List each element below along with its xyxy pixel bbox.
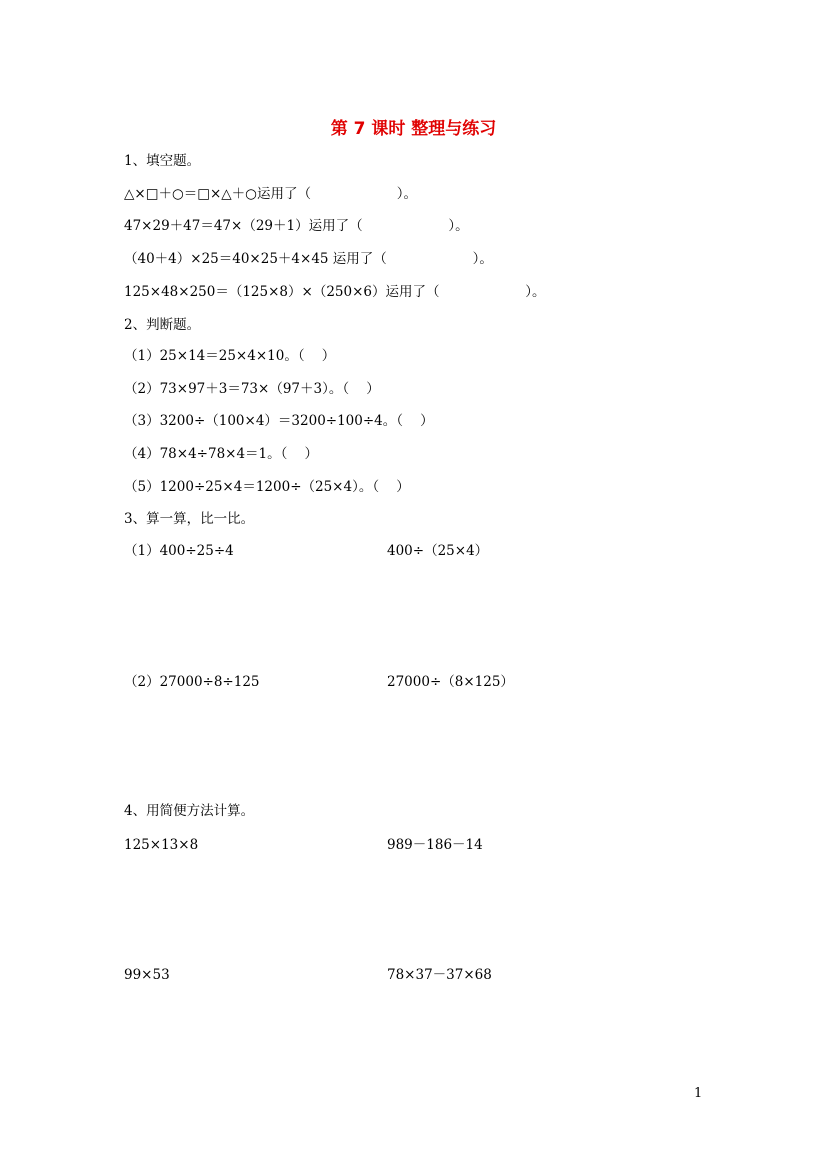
judge-item-5: （5）1200÷25×4＝1200÷（25×4）。（ ）	[124, 479, 410, 495]
section-2-heading: 2、判断题。	[124, 317, 201, 333]
judge-item-2: （2）73×97＋3＝73×（97＋3）。（ ）	[124, 381, 380, 397]
section-1-heading: 1、填空题。	[124, 153, 201, 169]
fill-blank-item-2: 47×29＋47＝47×（29＋1）运用了（ ）。	[124, 218, 469, 234]
page-number: 1	[694, 1086, 703, 1101]
calc-item-1: 125×13×8	[124, 837, 199, 853]
fill-blank-item-3: （40＋4）×25＝40×25＋4×45 运用了（ ）。	[124, 251, 493, 267]
section-4-heading: 4、用简便方法计算。	[124, 803, 255, 819]
compare-item-2-left: （2）27000÷8÷125	[124, 674, 260, 690]
fill-blank-item-1: △×□＋○＝□×△＋○运用了（ ）。	[124, 186, 418, 202]
compare-item-2-right: 27000÷（8×125）	[387, 674, 514, 690]
compare-item-1-left: （1）400÷25÷4	[124, 543, 234, 559]
section-3-heading: 3、算一算，比一比。	[124, 511, 255, 527]
calc-item-4: 78×37－37×68	[387, 967, 492, 983]
judge-item-1: （1）25×14＝25×4×10。（ ）	[124, 348, 336, 364]
calc-item-2: 989－186－14	[387, 837, 483, 853]
fill-blank-item-4: 125×48×250＝（125×8）×（250×6）运用了（ ）。	[124, 284, 546, 300]
compare-item-1-right: 400÷（25×4）	[387, 543, 489, 559]
calc-item-3: 99×53	[124, 967, 170, 983]
judge-item-3: （3）3200÷（100×4）＝3200÷100÷4。（ ）	[124, 413, 434, 429]
page-title: 第 7 课时 整理与练习	[330, 119, 497, 139]
judge-item-4: （4）78×4÷78×4＝1。（ ）	[124, 446, 319, 462]
